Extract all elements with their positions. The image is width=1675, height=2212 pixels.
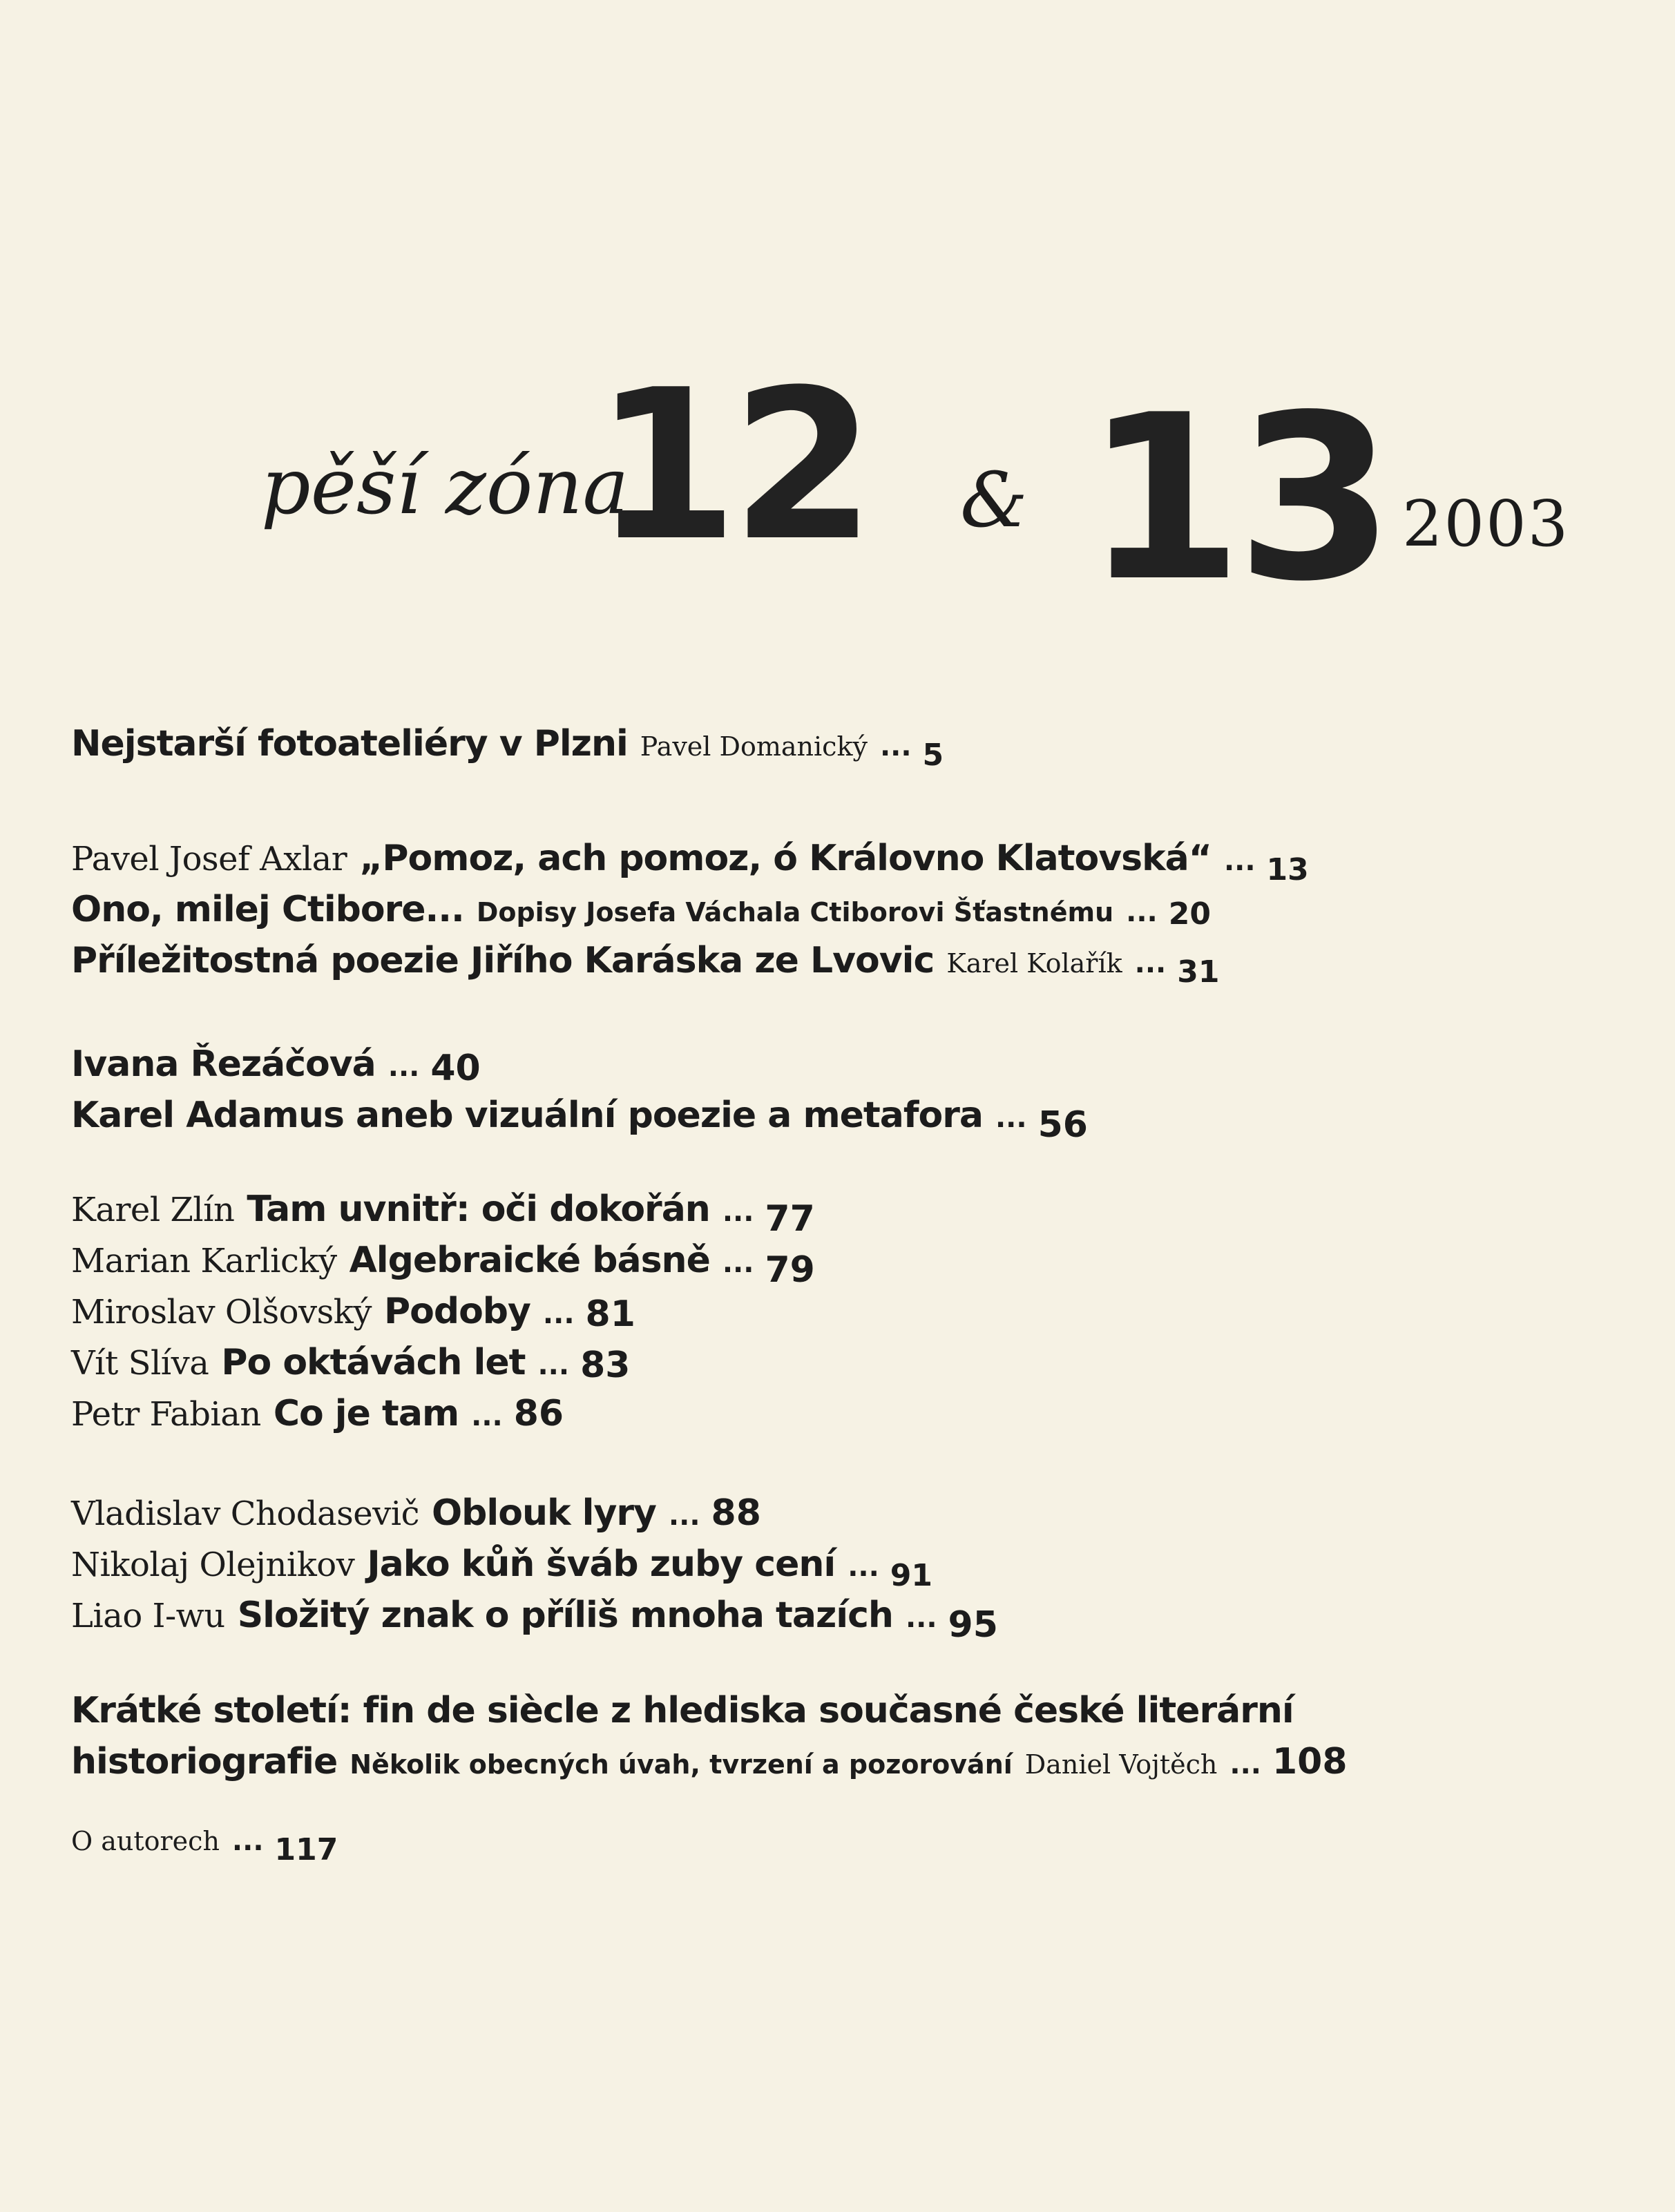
entry-title: Složitý znak o příliš mnoha tazích: [237, 1595, 893, 1636]
toc-entry: [71, 935, 1591, 990]
entry-dots: ...: [542, 1298, 575, 1330]
entry-page: 40: [430, 1048, 481, 1089]
entry-title: Co je tam: [273, 1393, 459, 1434]
entry-author: Daniel Vojtěch: [1024, 1749, 1218, 1780]
group-spacer: [71, 986, 1591, 1039]
entry-dots: ...: [995, 1102, 1027, 1134]
entry-page: 95: [948, 1604, 998, 1646]
entry-dots: ...: [1229, 1749, 1261, 1780]
toc-entry: [71, 1488, 1591, 1539]
entry-dots: ...: [471, 1401, 503, 1432]
entry-author: Karel Kolařík: [946, 948, 1122, 979]
entry-page: 81: [585, 1293, 635, 1335]
entry-author: Vladislav Chodasevič: [71, 1494, 419, 1533]
entry-author: Miroslav Olšovský: [71, 1293, 372, 1331]
entry-dots: ...: [537, 1349, 570, 1381]
entry-dots: ...: [848, 1551, 879, 1583]
toc-entry: [71, 884, 1591, 935]
toc-entry: [71, 1184, 1591, 1240]
toc-entry: [71, 1090, 1591, 1146]
toc-entry: [71, 1039, 1591, 1090]
entry-title-line2: historiografie: [71, 1741, 338, 1782]
entry-page: 5: [922, 738, 944, 773]
entry-title: Karel Adamus aneb vizuální poezie a metafora: [71, 1095, 983, 1136]
entry-dots: ...: [1126, 896, 1158, 928]
entry-page: 20: [1168, 896, 1211, 932]
group-spacer: [71, 769, 1591, 833]
issue-number-first: 12: [594, 345, 869, 586]
toc-entry: [71, 1235, 1591, 1291]
toc-entry: [71, 1539, 1591, 1593]
group-spacer: [71, 1641, 1591, 1685]
entry-page: 108: [1272, 1741, 1348, 1782]
toc-entry: [71, 1286, 1591, 1337]
toc-entry: [71, 1590, 1591, 1646]
entry-author: Nikolaj Olejnikov: [71, 1546, 355, 1584]
toc-entry: [71, 1337, 1591, 1388]
entry-title: Po oktávách let: [221, 1342, 526, 1383]
entry-dots: ...: [1134, 948, 1167, 979]
entry-page: 86: [513, 1393, 564, 1434]
entry-title: Oblouk lyry: [431, 1492, 656, 1534]
entry-author: Marian Karlický: [71, 1242, 337, 1280]
masthead: [0, 0, 1675, 631]
entry-title: Podoby: [384, 1291, 530, 1332]
table-of-contents: [71, 718, 1591, 1866]
journal-name: pěší zóna: [261, 442, 629, 532]
entry-page: 83: [580, 1345, 631, 1386]
group-spacer: [71, 1439, 1591, 1488]
entry-dots: ...: [905, 1602, 937, 1634]
entry-dots: ...: [387, 1051, 420, 1083]
entry-page: 91: [890, 1558, 933, 1593]
entry-title-line1: Krátké století: fin de siècle z hlediska současné české literární: [71, 1690, 1294, 1731]
entry-page: 13: [1266, 852, 1309, 887]
toc-entry-continued: [71, 1736, 1591, 1787]
entry-dots: ...: [879, 731, 912, 762]
issue-number-second: 13: [1084, 366, 1388, 631]
entry-page: 56: [1037, 1104, 1088, 1146]
entry-title: O autorech: [71, 1826, 220, 1856]
toc-entry: [71, 833, 1591, 887]
entry-author: Pavel Josef Axlar: [71, 840, 347, 878]
entry-author: Vít Slíva: [71, 1344, 209, 1383]
entry-title: Tam uvnitř: oči dokořán: [247, 1189, 710, 1230]
group-spacer: [71, 1787, 1591, 1815]
entry-title: „Pomoz, ach pomoz, ó Královno Klatovská“: [359, 838, 1212, 879]
entry-author: Petr Fabian: [71, 1395, 261, 1434]
entry-title: Algebraické básně: [349, 1240, 710, 1281]
entry-page: 79: [765, 1249, 815, 1291]
entry-title: Nejstarší fotoateliéry v Plzni: [71, 723, 628, 764]
entry-subtitle: Několik obecných úvah, tvrzení a pozorování: [350, 1749, 1013, 1780]
issue-year: 2003: [1402, 487, 1570, 561]
entry-title: Jako kůň šváb zuby cení: [367, 1543, 836, 1585]
entry-title: Příležitostná poezie Jiřího Karáska ze Lvovic: [71, 940, 935, 981]
toc-entry: [71, 1685, 1591, 1736]
entry-dots: ...: [668, 1500, 700, 1532]
entry-dots: ...: [722, 1247, 754, 1279]
toc-entry: [71, 1815, 1591, 1866]
entry-author: Karel Zlín: [71, 1191, 235, 1229]
entry-page: 88: [711, 1492, 761, 1534]
entry-page: 31: [1177, 954, 1220, 990]
entry-author: Pavel Domanický: [640, 731, 868, 762]
entry-subtitle: Dopisy Josefa Váchala Ctiborovi Šťastnému: [476, 897, 1114, 927]
entry-page: 77: [765, 1198, 815, 1240]
toc-entry: [71, 718, 1591, 773]
entry-title: Ono, milej Ctibore...: [71, 889, 464, 930]
entry-page: 117: [274, 1832, 338, 1867]
issue-ampersand: &: [960, 456, 1028, 544]
entry-author: Liao I-wu: [71, 1597, 225, 1635]
entry-dots: ...: [1223, 845, 1256, 877]
entry-dots: ...: [722, 1196, 754, 1228]
entry-title: Ivana Řezáčová: [71, 1044, 376, 1085]
group-spacer: [71, 1141, 1591, 1184]
entry-dots: ...: [231, 1825, 264, 1857]
toc-entry: [71, 1388, 1591, 1439]
